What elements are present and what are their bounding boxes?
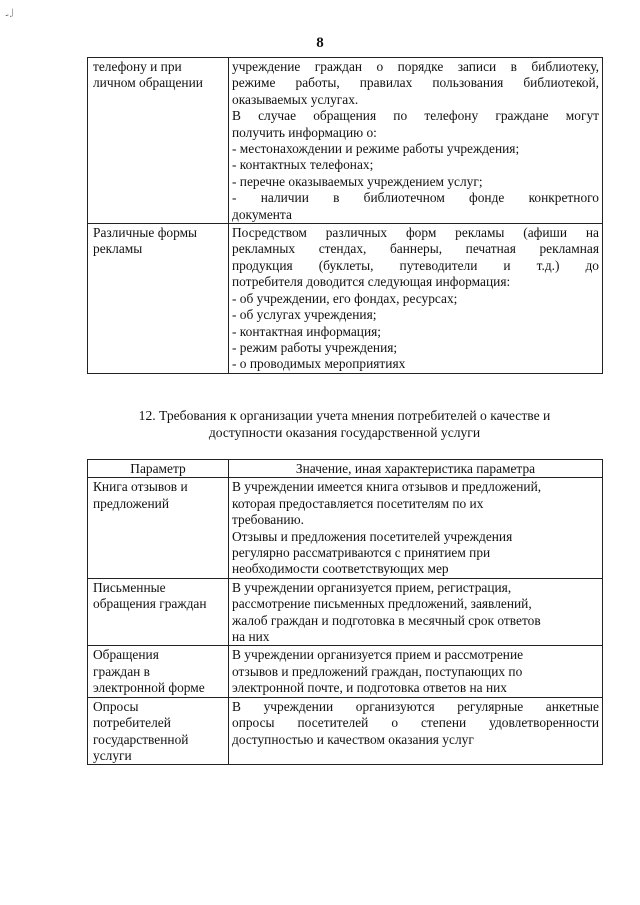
value-text: отзывов и предложений граждан, поступающих по [232, 663, 523, 679]
value-text: В учреждении организуется прием и рассмотрение [232, 647, 524, 663]
value-text: режиме работы, правилах пользования библиотекой, [232, 75, 599, 91]
table-row [88, 224, 603, 374]
param-text: предложений [93, 495, 170, 511]
param-text: услуги [93, 747, 132, 763]
table-row [88, 478, 603, 578]
value-text: оказываемых услугах. [232, 91, 359, 107]
param-cell [88, 578, 229, 646]
param-text: Различные формы [93, 225, 198, 241]
param-text: Письменные [93, 579, 166, 595]
column-header-value: Значение, иная характеристика параметра [229, 460, 603, 478]
value-cell [229, 578, 603, 646]
param-cell [88, 697, 229, 765]
value-text: - об услугах учреждения; [232, 307, 377, 323]
param-text: Обращения [93, 647, 159, 663]
param-text: телефону и при [93, 59, 182, 74]
table-row [88, 646, 603, 697]
value-text: - контактная информация; [232, 323, 381, 339]
value-text: получить информацию о: [232, 124, 377, 140]
value-text: продукция (буклеты, путеводители и т.д.) до [232, 257, 599, 273]
param-text: граждан в [93, 663, 150, 679]
value-text: В учреждении организуются регулярные анкетные [232, 698, 599, 714]
value-text: которая предоставляется посетителям по их [232, 495, 484, 511]
corner-mark: -./ [3, 6, 17, 22]
section-heading [87, 407, 602, 441]
section-heading-line: 12. Требования к организации учета мнения потребителей о качестве и [138, 408, 551, 423]
feedback-requirements-table [87, 459, 603, 765]
value-text: - контактных телефонах; [232, 157, 374, 173]
param-text: потребителей [93, 715, 171, 731]
param-text: Книга отзывов и [93, 479, 188, 495]
table-row [88, 578, 603, 646]
value-text: - местонахождении и режиме работы учреждения; [232, 141, 520, 157]
value-text: В учреждении организуется прием, регистрация, [232, 579, 512, 595]
value-cell [229, 224, 603, 374]
value-cell [229, 478, 603, 578]
page-number: 8 [316, 35, 324, 51]
value-cell [229, 697, 603, 765]
info-channels-table [87, 57, 603, 374]
value-text: жалоб граждан и подготовка в месячный срок ответов [232, 612, 541, 628]
value-text: потребителя доводится следующая информация: [232, 274, 511, 290]
param-cell [88, 646, 229, 697]
section-heading-line: доступности оказания государственной услуги [208, 425, 481, 440]
value-text: - о проводимых мероприятиях [232, 356, 406, 372]
table-row [88, 697, 603, 765]
table-row [88, 58, 603, 224]
param-cell [88, 224, 229, 374]
param-cell [88, 478, 229, 578]
value-text: учреждение граждан о порядке записи в библиотеку, [232, 59, 599, 74]
value-text: регулярно рассматриваются с принятием при [232, 545, 491, 561]
value-text: необходимости соответствующих мер [232, 561, 449, 577]
value-text: - перечне оказываемых учреждением услуг; [232, 173, 483, 189]
value-cell [229, 646, 603, 697]
value-cell [229, 58, 603, 224]
value-text: В случае обращения по телефону граждане могут [232, 108, 599, 124]
param-text: электронной форме [93, 680, 205, 696]
value-text: Посредством различных форм рекламы (афиши на [232, 225, 599, 241]
value-text: требованию. [232, 512, 304, 528]
value-text: - об учреждении, его фондах, ресурсах; [232, 290, 458, 306]
param-text: обращения граждан [93, 596, 207, 612]
value-text: на них [232, 629, 270, 645]
param-text: Опросы [93, 698, 139, 714]
value-text: электронной почте, и подготовка ответов на них [232, 680, 507, 696]
value-text: - наличии в библиотечном фонде конкретного [232, 190, 599, 206]
value-text: опросы посетителей о степени удовлетворенности [232, 715, 599, 731]
value-text: рассмотрение письменных предложений, заявлений, [232, 596, 532, 612]
value-text: - режим работы учреждения; [232, 339, 398, 355]
value-text: документа [232, 206, 292, 222]
param-text: личном обращении [93, 75, 203, 91]
value-text: Отзывы и предложения посетителей учреждения [232, 528, 513, 544]
value-text: В учреждении имеется книга отзывов и предложений, [232, 479, 542, 495]
value-text: доступностью и качеством оказания услуг [232, 731, 474, 747]
column-header-parameter: Параметр [88, 460, 229, 478]
value-text: рекламных стендах, баннеры, печатная рекламная [232, 241, 599, 257]
table-header-row [88, 460, 603, 478]
param-text: рекламы [93, 241, 143, 257]
param-cell [88, 58, 229, 224]
param-text: государственной [93, 731, 189, 747]
